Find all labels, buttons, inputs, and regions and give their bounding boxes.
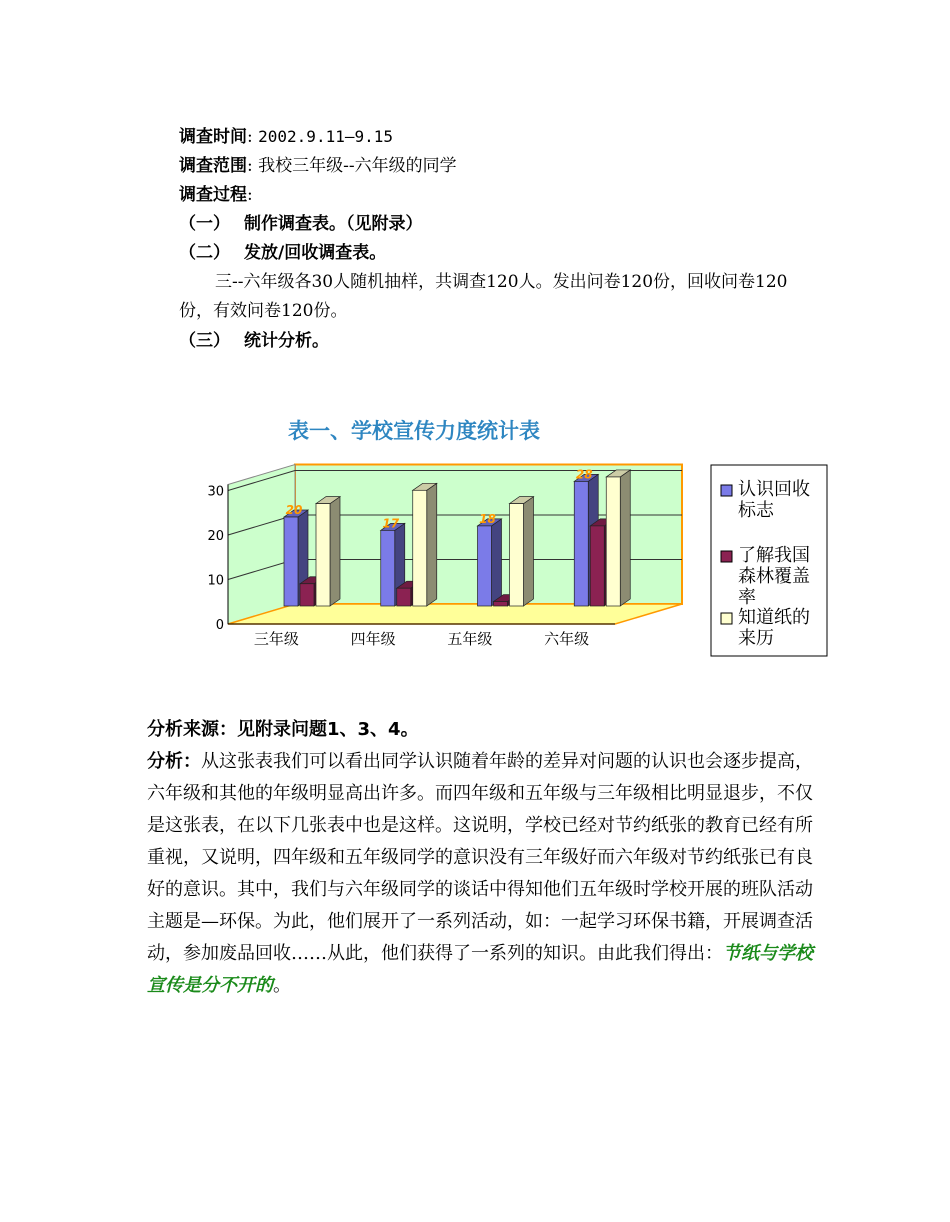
y-tick-label: 20 [207, 529, 224, 544]
legend-swatch [721, 551, 732, 562]
x-tick-label: 三年级 [253, 630, 299, 648]
step-number: （一） [179, 214, 230, 234]
analysis-source: 分析来源：见附录问题1、3、4。 [147, 719, 419, 740]
survey-scope-value: 我校三年级--六年级的同学 [258, 156, 457, 176]
sample-paragraph [179, 268, 809, 326]
analysis-conclusion: 节纸与学校宣传是分不开的 [147, 943, 813, 996]
bar [606, 477, 620, 606]
x-tick-label: 四年级 [350, 630, 396, 648]
step-text: 制作调查表。（见附录） [244, 214, 423, 234]
legend-swatch [721, 613, 732, 624]
x-tick-label: 六年级 [544, 630, 590, 648]
bar [316, 504, 330, 606]
colon: : [247, 185, 253, 205]
survey-time-value: 2002.9.11—9.15 [258, 127, 393, 146]
bar [574, 481, 588, 606]
step-number: （三） [179, 331, 230, 351]
data-label: 20 [285, 503, 303, 517]
bar-side [330, 497, 340, 606]
survey-time-label: 调查时间 [179, 127, 247, 147]
analysis-end: 。 [273, 975, 291, 996]
data-label: 18 [479, 511, 496, 526]
step-3 [179, 330, 329, 352]
survey-scope-line [179, 155, 457, 177]
bar [510, 504, 524, 606]
sample-text: 三--六年级各30人随机抽样，共调查120人。发出问卷120份，回收问卷120份，有效问卷120份。 [179, 272, 788, 321]
legend-swatch [721, 485, 732, 496]
step-1 [179, 213, 423, 235]
bar [300, 584, 314, 606]
survey-process-line [179, 184, 253, 206]
step-number: （二） [179, 243, 230, 263]
survey-scope-label: 调查范围 [179, 156, 247, 176]
bar-side [492, 519, 502, 606]
bar [381, 530, 395, 606]
chart-title: 表一、学校宣传力度统计表 [288, 419, 540, 443]
bar [413, 490, 427, 606]
bar [478, 526, 492, 606]
analysis-body: 从这张表我们可以看出同学认识随着年龄的差异对问题的认识也会逐步提高，六年级和其他的年级明显高出许多。而四年级和五年级与三年级相比明显退步，不仅是这张表，在以下几张表中也是这样。这说明，学校已经对节约纸张的教育已经有所重视，又说明，四年级和五年级同学的意识没有三年级好而六年级对节约纸张已有良好的意识。其中，我们与六年级同学的谈话中得知他们五年级时学校开展的班队活动主题是—环保。为此，他们展开了一系列活动，如：一起学习环保书籍，开展调查活动，参加废品回收……从此，他们获得了一系列的知识。由此我们得出： [147, 751, 813, 964]
legend-label: 认识回收标志 [738, 479, 810, 521]
colon: : [247, 127, 253, 147]
chart-floor [228, 604, 682, 624]
bar [494, 602, 508, 606]
y-tick-label: 10 [207, 573, 224, 589]
data-label: 28 [575, 467, 593, 482]
data-label: 17 [382, 516, 400, 531]
legend-label: 知道纸的来历 [738, 607, 810, 649]
survey-process-label: 调查过程 [179, 185, 247, 205]
analysis-section [147, 714, 815, 1002]
colon: : [247, 156, 253, 176]
analysis-label: 分析： [147, 751, 201, 772]
survey-time-line [179, 126, 393, 148]
bar-side [620, 470, 630, 606]
bar [590, 526, 604, 606]
step-text: 发放/回收调查表。 [244, 243, 387, 263]
y-tick-label: 30 [207, 484, 224, 500]
bar-side [427, 483, 437, 606]
analysis-paragraph [147, 746, 815, 1002]
y-tick-label: 0 [215, 618, 224, 633]
bar [284, 517, 298, 606]
x-tick-label: 五年级 [447, 630, 493, 648]
bar-side [524, 497, 534, 606]
bar [397, 588, 411, 606]
step-2 [179, 242, 386, 264]
bar-chart [200, 405, 840, 665]
step-text: 统计分析。 [244, 331, 329, 351]
legend-label: 了解我国森林覆盖率 [738, 545, 810, 608]
